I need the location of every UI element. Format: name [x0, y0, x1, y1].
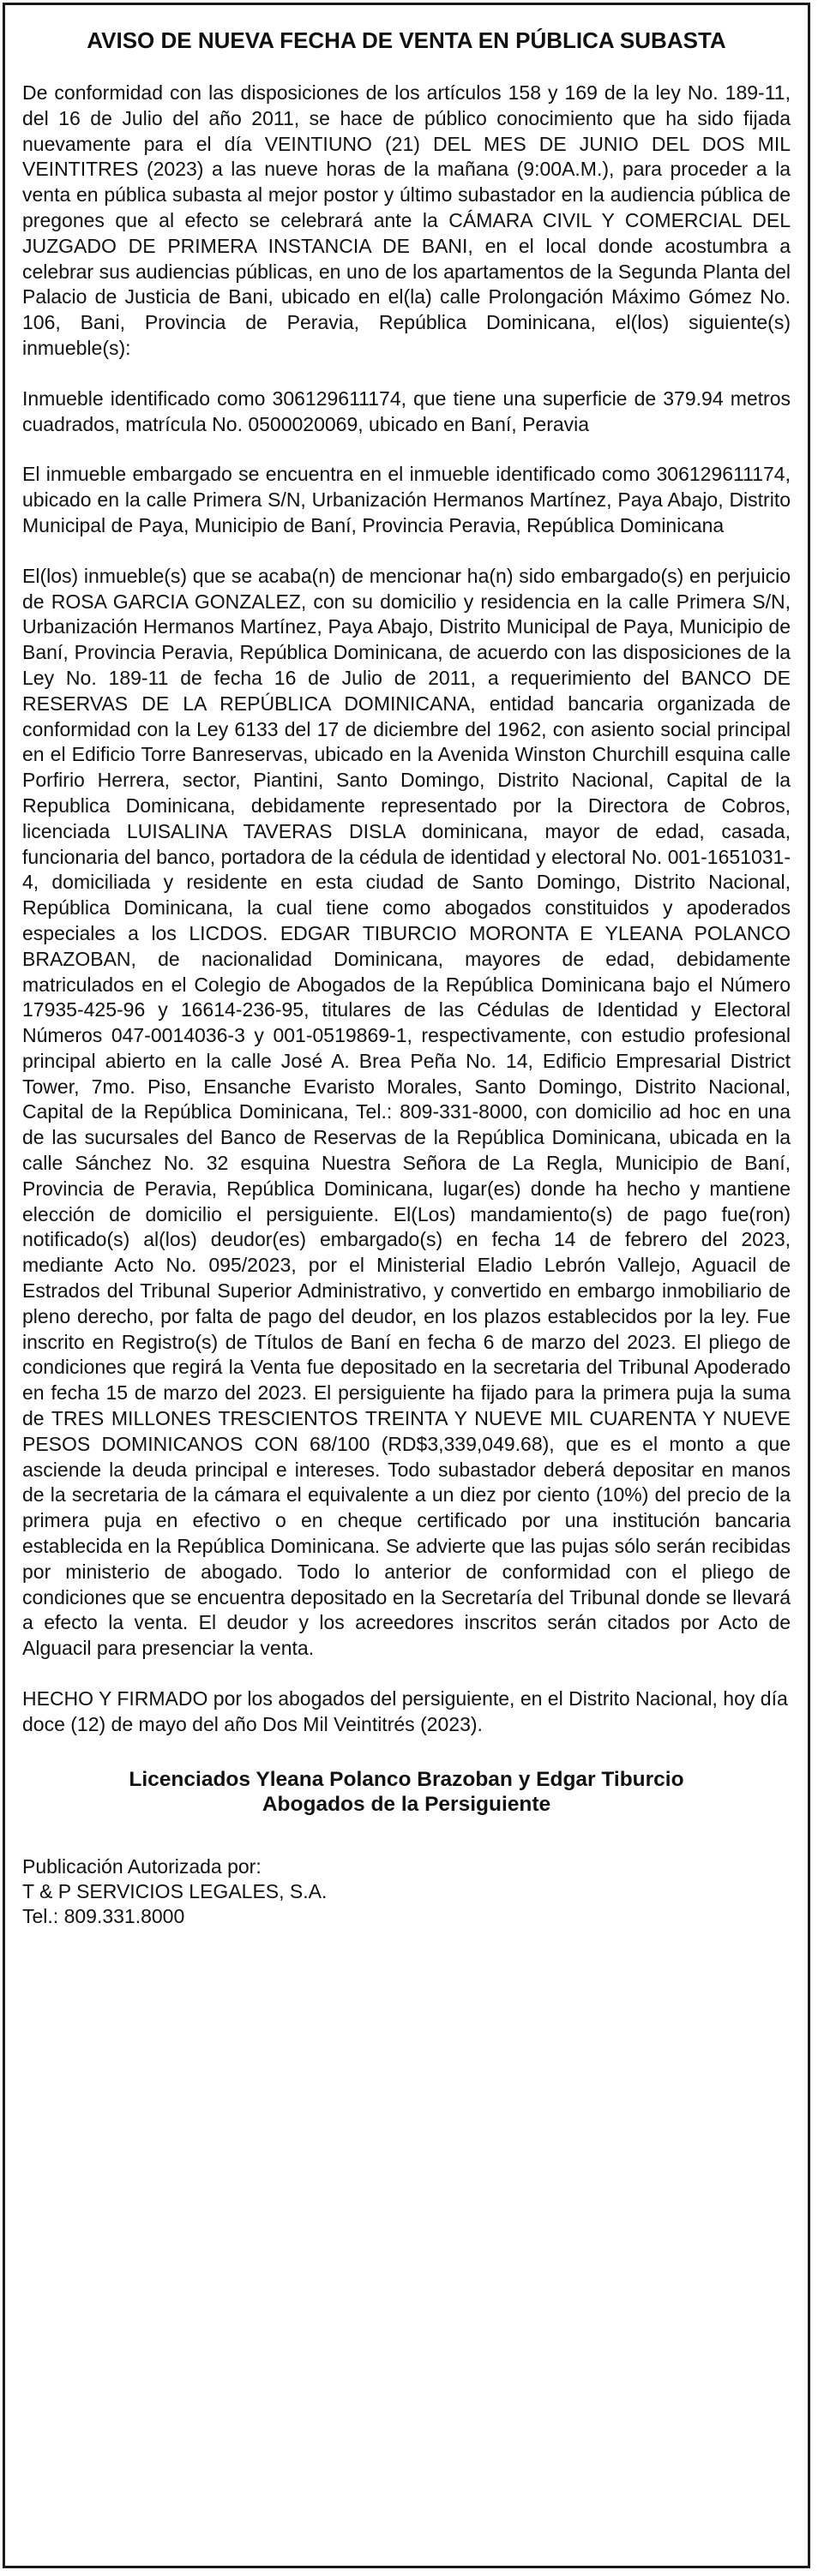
signature-lawyers: Licenciados Yleana Polanco Brazoban y Edgar Tiburcio — [129, 1767, 684, 1791]
paragraph-property-location: El inmueble embargado se encuentra en el inmueble identificado como 306129611174, ubicado en la calle Primera S/N, Urbanización Hermanos Martínez, Paya Abajo, Distrito Municipal de Paya, Municipio de Baní, Provincia Peravia, República Dominicana — [22, 463, 791, 536]
footer-phone: Tel.: 809.331.8000 — [22, 1904, 185, 1927]
signature-block — [22, 1767, 791, 1817]
footer-company: T & P SERVICIOS LEGALES, S.A. — [22, 1879, 328, 1902]
notice-content — [22, 26, 791, 1929]
paragraph-property-identification: Inmueble identificado como 306129611174, que tiene una superficie de 379.94 metros cuadrados, matrícula No. 0500020069, ubicado en Baní, Peravia — [22, 386, 791, 435]
footer-authorized-by: Publicación Autorizada por: — [22, 1854, 262, 1878]
signature-role: Abogados de la Persiguiente — [262, 1792, 551, 1816]
notice-frame — [3, 3, 810, 2568]
publication-footer — [22, 1854, 791, 1929]
paragraph-sale-announcement: De conformidad con las disposiciones de los artículos 158 y 169 de la ley No. 189-11, del 16 de Julio del año 2011, se hace de público conocimiento que ha sido fijada nuevamente para el día VEINTIUNO (21) DEL MES DE JUNIO DEL DOS MIL VEINTITRES (2023) a las nueve horas de la mañana (9:00A.M.), para proceder a la venta en pública subasta al mejor postor y último subastador en la audiencia pública de pregones que al efecto se celebrará ante la CÁMARA CIVIL Y COMERCIAL DEL JUZGADO DE PRIMERA INSTANCIA DE BANI, en el local donde acostumbra a celebrar sus audiencias públicas, en uno de los apartamentos de la Segunda Planta del Palacio de Justicia de Bani, ubicado en el(la) calle Prolongación Máximo Gómez No. 106, Bani, Provincia de Peravia, República Dominicana, el(los) siguiente(s) inmueble(s): — [22, 81, 791, 359]
paragraph-seizure-details: El(los) inmueble(s) que se acaba(n) de mencionar ha(n) sido embargado(s) en perjuicio de ROSA GARCIA GONZALEZ, con su domicilio y residencia en la calle Primera S/N, Urbanización Hermanos Martínez, Paya Abajo, Distrito Municipal de Paya, Municipio de Baní, Provincia Peravia, República Dominicana, de acuerdo con las disposiciones de la Ley No. 189-11 de fecha 16 de Julio de 2011, a requerimiento del BANCO DE RESERVAS DE LA REPÚBLICA DOMINICANA, entidad bancaria organizada de conformidad con la Ley 6133 del 17 de diciembre del 1962, con asiento social principal en el Edificio Torre Banreservas, ubicado en la Avenida Winston Churchill esquina calle Porfirio Herrera, sector, Piantini, Santo Domingo, Distrito Nacional, Capital de la Republica Dominicana, debidamente representado por la Directora de Cobros, licenciada LUISALINA TAVERAS DISLA dominicana, mayor de edad, casada, funcionaria del banco, portadora de la cédula de identidad y electoral No. 001-1651031-4, domiciliada y residente en esta ciudad de Santo Domingo, Distrito Nacional, República Dominicana, la cual tiene como abogados constituidos y apoderados especiales a los LICDOS. EDGAR TIBURCIO MORONTA E YLEANA POLANCO BRAZOBAN, de nacionalidad Dominicana, mayores de edad, debidamente matriculados en el Colegio de Abogados de la República Dominicana bajo el Número 17935-425-96 y 16614-236-95, titulares de las Cédulas de Identidad y Electoral Números 047-0014036-3 y 001-0519869-1, respectivamente, con estudio profesional principal abierto en la calle José A. Brea Peña No. 14, Edificio Empresarial District Tower, 7mo. Piso, Ensanche Evaristo Morales, Santo Domingo, Distrito Nacional, Capital de la República Dominicana, Tel.: 809-331-8000, con domicilio ad hoc en una de las sucursales del Banco de Reservas de la República Dominicana, ubicada en la calle Sánchez No. 32 esquina Nuestra Señora de La Regla, Municipio de Baní, Provincia de Peravia, República Dominicana, lugar(es) donde ha hecho y mantiene elección de domicilio el persiguiente. El(Los) mandamiento(s) de pago fue(ron) notificado(s) al(los) deudor(es) embargado(s) en fecha 14 de febrero del 2023, mediante Acto No. 095/2023, por el Ministerial Eladio Lebrón Vallejo, Aguacil de Estrados del Tribunal Superior Administrativo, y convertido en embargo inmobiliario de pleno derecho, por falta de pago del deudor, en los plazos establecidos por la ley. Fue inscrito en Registro(s) de Títulos de Baní en fecha 6 de marzo del 2023. El pliego de condiciones que regirá la Venta fue depositado en la secretaria del Tribunal Apoderado en fecha 15 de marzo del 2023. El persiguiente ha fijado para la primera puja la suma de TRES MILLONES TRESCIENTOS TREINTA Y NUEVE MIL CUARENTA Y NUEVE PESOS DOMINICANOS CON 68/100 (RD$3,339,049.68), que es el monto a que asciende la deuda principal e intereses. Todo subastador deberá depositar en manos de la secretaria de la cámara el equivalente a un diez por ciento (10%) del precio de la primera puja en efectivo o en cheque certificado por una institución bancaria establecida en la República Dominicana. Se advierte que las pujas sólo serán recibidas por ministerio de abogado. Todo lo anterior de conformidad con el pliego de condiciones que se encuentra depositado en la Secretaría del Tribunal donde se llevará a efecto la venta. El deudor y los acreedores inscritos serán citados por Acto de Alguacil para presenciar la venta. — [22, 564, 791, 1660]
paragraph-signed-statement: HECHO Y FIRMADO por los abogados del persiguiente, en el Distrito Nacional, hoy día doce (12) de mayo del año Dos Mil Veintitrés (2023). — [22, 1687, 788, 1735]
notice-title: AVISO DE NUEVA FECHA DE VENTA EN PÚBLICA SUBASTA — [87, 27, 726, 53]
